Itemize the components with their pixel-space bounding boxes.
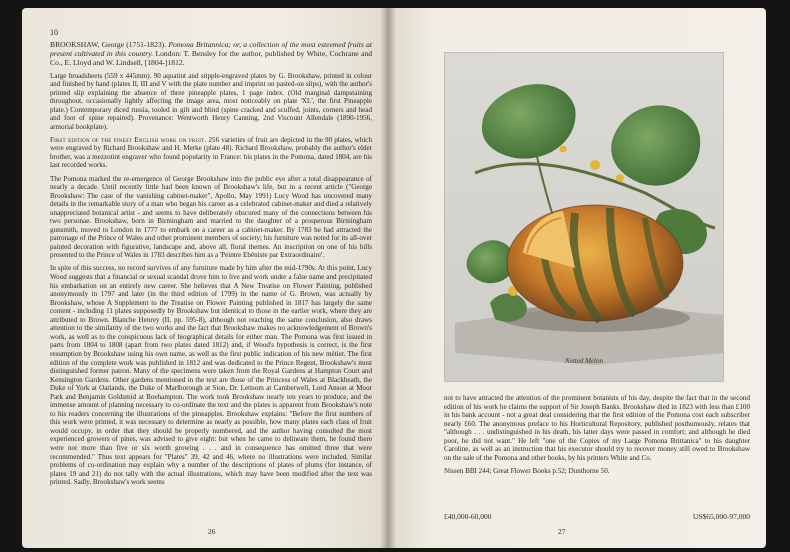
- left-page: [22, 8, 388, 548]
- book-title: Pomona Britannica; or, a collection of the most esteemed fruits at present cultivated in this country.: [50, 40, 372, 58]
- imprint: London: T. Bensley for the author, published by White, Cochrane and Co., E. Lloyd and W. Lindsell, [1804-]1812.: [50, 49, 372, 67]
- plate-caption: Netted Melon: [565, 357, 603, 365]
- physical-description: Large broadsheets (559 x 445mm). 90 aquatint and stipple-engraved plates by G. Brookshaw, printed in colour and finished by hand (plates II, III and V with the plate number and imprint on pasted-on slips), with the author's printed slip explaining the absence of three pineapple plates, 1 page index. (Old marginal dampstaining throughout, occasionally lightly affecting the image area, most noticeably on plate 'XL', the first Pineapple plate.) Contemporary diced russia, tooled in gilt and blind (spine cracked and scuffed, joints, corners and head and foot of spine repaired). Provenance: Wentworth Henry Canning, 2nd Viscount Allendale (1890-1956, armorial bookplate).: [50, 71, 372, 131]
- page-number-right: 27: [558, 527, 566, 536]
- melon-plate-svg: [445, 53, 723, 381]
- history-paragraph: In spite of this success, no record survives of any furniture made by him after the mid-1790s. At this point, Lucy Wood suggests that a financial or sexual scandal drove him to live and work under a false name and precipitated his embarkation on an entirely new career. She believes that A New Treatise on Flower Painting, published anonymously in 1797 and later (in the third edition of 1799) in the name of G. Brown, was actually by Brookshaw, whose A Supplement to the Treatise on Flower Painting published in 1817 has largely the same content - including 11 plates supposedly by Brookshaw but identical to those in the earlier work, where they are attributed to Brown. Blanche Henrey (II, pp. 595-8), although not reaching the same conclusion, also draws attention to the similarity of the two works and the fact that Brookshaw makes no acknowledgement of Brown's work, as well as to the conspicuous lack of biographical details for either man. The Pomona was first issued in parts from 1804 to 1808 (apart from two plates dated 1812) and, if Wood's hypothesis is correct, is the first resumption by Brookshaw using his own name, as well as the first public indication of his new métier. The first edition of the complete work was published in 1812 and was dedicated to the Prince Regent, Brookshaw's most distinguished former patron. Many of the specimens were taken from the Royal Gardens at Hampton Court and Kensington Gardens. Other gardens mentioned in the text are those of the Princess of Wales at Blackheath, the Duke of York at Oatlands, the Duke of Marlborough at Sion, Dr. Lettsom at Camberwell, Lord Anson at Moor Park and Benjamin Goldsmid at Roehampton. The work took Brookshaw nearly ten years to produce, and the immense amount of planning necessary to co-ordinate the text and the plates is apparent from Brookshaw's note to his readers concerning the illustrations of the pineapples. Brookshaw explains: "Before the first numbers of this work were printed, it was necessary to determine as nearly as possible, how many plates each class of fruit would occupy, in order that they should be properly numbered, and the author having consulted the most experienced growers of pines, was advised to give eight: but when he came to delineate them, he found there were not more than five or six worth growing . . . and in consequence has omitted three that were recommended." Thus text appears for "Plates" 39, 42 and 46, where no illustrations were included. Similar problems of co-ordination may explain why a number of the descriptions of plates of plums (for instance, of plates 19 and 21) do not tally with the actual illustrations, which may have been modified after the text was printed. Sadly, Brookshaw's work seems: [50, 264, 372, 487]
- lot-number: 10: [50, 28, 58, 37]
- estimate-usd: US$65,000-97,000: [692, 512, 750, 521]
- continuation-column: [444, 394, 750, 480]
- page-number-left: 26: [208, 527, 216, 536]
- author-name: BROOKSHAW, George (1751-1823).: [50, 40, 167, 49]
- first-edition-lead: First edition of the finest English work on fruit.: [50, 135, 207, 144]
- estimate-gbp: £40,000-60,000: [444, 512, 492, 521]
- references: Nissen BBI 244; Great Flower Books p.52; Dunthorne 50.: [444, 466, 610, 475]
- continuation-paragraph: not to have attracted the attention of the prominent botanists of his day, despite the fact that in the second edition of his work he claims the support of Sir Joseph Banks. Brookshaw died in 1823 with less than £100 in his bank account - not a great deal considering that the first edition of the Pomona cost each subscriber nearly £60. The anonymous preface to his Horticultural Repository, published posthumously, relates that "although . . . undistinguished in his death, his latter days were passed in comfort; and although he died poor, he did not want." He left "one of the Copies of my Large Pomona Brittanica" to his daughter Caroline, as well as an instruction that his executor should try to recover money still owed to Brookshaw on the sale of the Pomona and other books, by his printers White and Co.: [444, 394, 750, 462]
- lot-heading: [50, 40, 372, 67]
- first-edition-paragraph: [50, 136, 372, 170]
- lot-description-column: [50, 40, 372, 491]
- biography-paragraph: The Pomona marked the re-emergence of George Brookshaw into the public eye after a total disappearance of nearly a decade. Until recently little had been known of Brookshaw's life, but in a recent article ("George Brookshaw: The case of the vanishing cabinet-maker", Apollo, May 1991) Lucy Wood has uncovered many details in the remarkable story of a man who began his career as a celebrated cabinet-maker and died a relatively unappreciated botanical artist - and seems to have deliberately obscured many of the connections between his two personae. Brookshaw, born in Birmingham and married to the daughter of a prosperous Birmingham gunsmith, moved to London in 1777 to embark on a career as a cabinet-maker. By 1783 he had attracted the patronage of the Prince of Wales and other prominent members of society; his furniture was noted for its all-over painted decoration with figurative, landscape and, above all, floral themes. An inscription on one of his bills presented to the Prince of Wales in 1783 describes him as a 'Peintre Ebéniste par Extraordinaire'.: [50, 174, 372, 260]
- melon-plate-illustration: [444, 52, 724, 382]
- first-edition-text: 256 varieties of fruit are depicted in the 90 plates, which were engraved by Richard Brookshaw and H. Merke (plate 48). Richard Brookshaw, probably the author's elder brother, was a mezzotint engraver who found popularity in France: his plates in the Pomona, dated 1804, are his last recorded works.: [50, 135, 372, 170]
- right-page: [388, 8, 766, 548]
